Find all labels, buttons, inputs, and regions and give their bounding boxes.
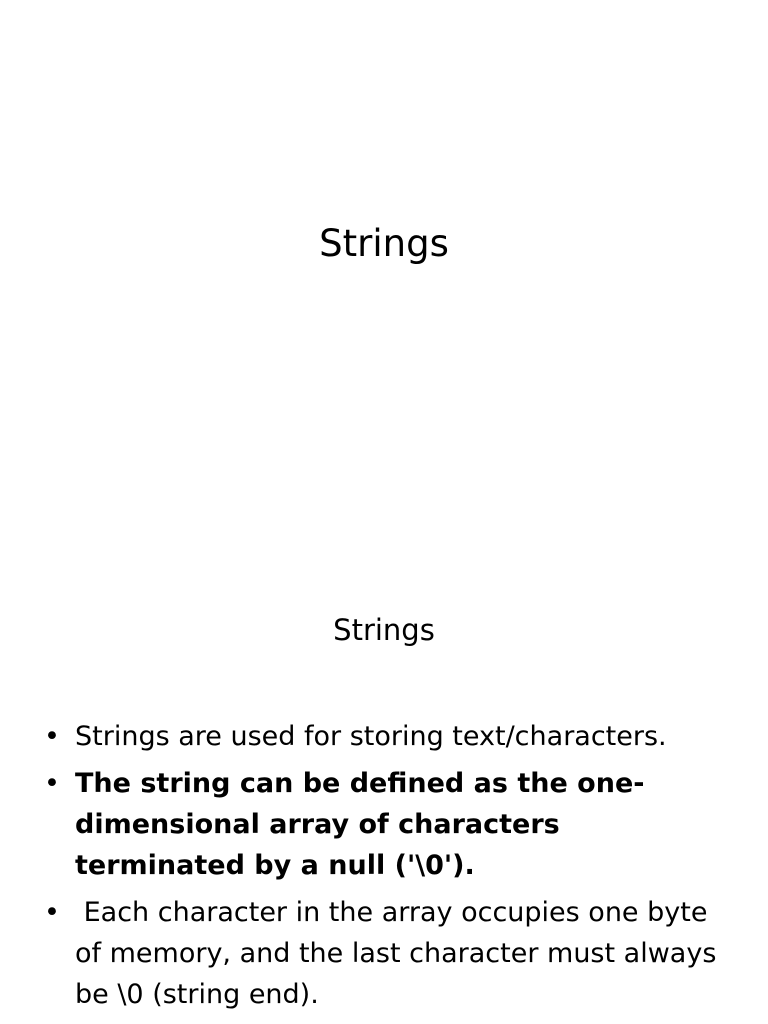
- bullet-dot-icon: •: [44, 897, 60, 928]
- slide-title: Strings: [319, 222, 449, 265]
- bullet-text: Strings are used for storing text/characters.: [75, 721, 667, 752]
- bullet-item-definition: [40, 763, 730, 886]
- bullet-item-storing-text: [40, 716, 730, 757]
- bullet-text: Each character in the array occupies one byte of memory, and the last character must always be \0 (string end).: [75, 897, 725, 1010]
- bullet-list: [40, 716, 730, 1021]
- bullet-dot-icon: •: [44, 721, 60, 752]
- bullet-text: The string can be defined as the one-dimensional array of characters terminated by a null ('\0').: [75, 768, 645, 881]
- bullet-item-memory: [40, 892, 730, 1015]
- bullet-dot-icon: •: [44, 768, 60, 799]
- section-heading: Strings: [333, 613, 435, 647]
